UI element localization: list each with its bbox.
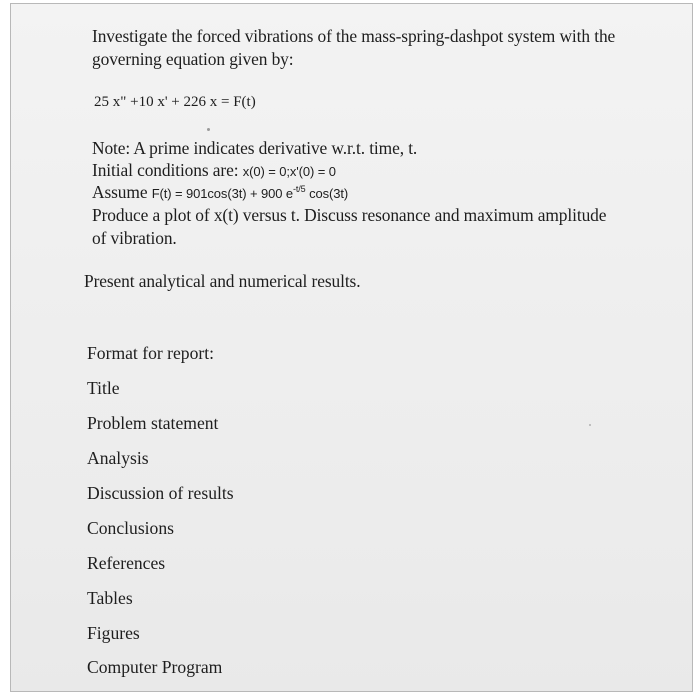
note-line: Note: A prime indicates derivative w.r.t. time, t. — [92, 138, 418, 158]
initial-conditions-value: x(0) = 0;x'(0) = 0 — [242, 164, 336, 179]
assume-label: Assume — [92, 182, 148, 202]
intro-line-2: governing equation given by: — [92, 49, 294, 69]
report-item-figures: Figures — [87, 623, 140, 643]
document-photo — [10, 3, 693, 692]
report-item-problem-statement: Problem statement — [87, 413, 219, 433]
governing-equation: 25 x" +10 x' + 226 x = F(t) — [94, 94, 256, 110]
initial-conditions — [92, 162, 336, 179]
plot-instruction-line-2: of vibration. — [92, 228, 177, 248]
speck — [207, 128, 210, 131]
speck — [589, 424, 591, 426]
plot-instruction-line-1: Produce a plot of x(t) versus t. Discuss resonance and maximum amplitude — [92, 205, 607, 225]
force-start: F(t) = 901cos(3t) + 900 e — [151, 186, 293, 201]
forcing-function — [92, 184, 348, 201]
initial-conditions-label: Initial conditions are: — [92, 160, 239, 180]
force-end: cos(3t) — [309, 186, 349, 201]
report-heading: Format for report: — [87, 343, 215, 363]
report-item-computer-program: Computer Program — [87, 657, 223, 677]
report-item-discussion: Discussion of results — [87, 483, 234, 503]
intro-line-1: Investigate the forced vibrations of the mass-spring-dashpot system with the — [92, 26, 616, 46]
report-item-references: References — [87, 553, 166, 573]
force-expression — [151, 183, 349, 201]
present-results: Present analytical and numerical results. — [84, 271, 361, 291]
force-exponent: -t/5 — [292, 183, 306, 194]
report-item-conclusions: Conclusions — [87, 518, 174, 538]
report-item-tables: Tables — [87, 588, 133, 608]
report-item-title: Title — [87, 378, 120, 398]
report-item-analysis: Analysis — [87, 448, 149, 468]
